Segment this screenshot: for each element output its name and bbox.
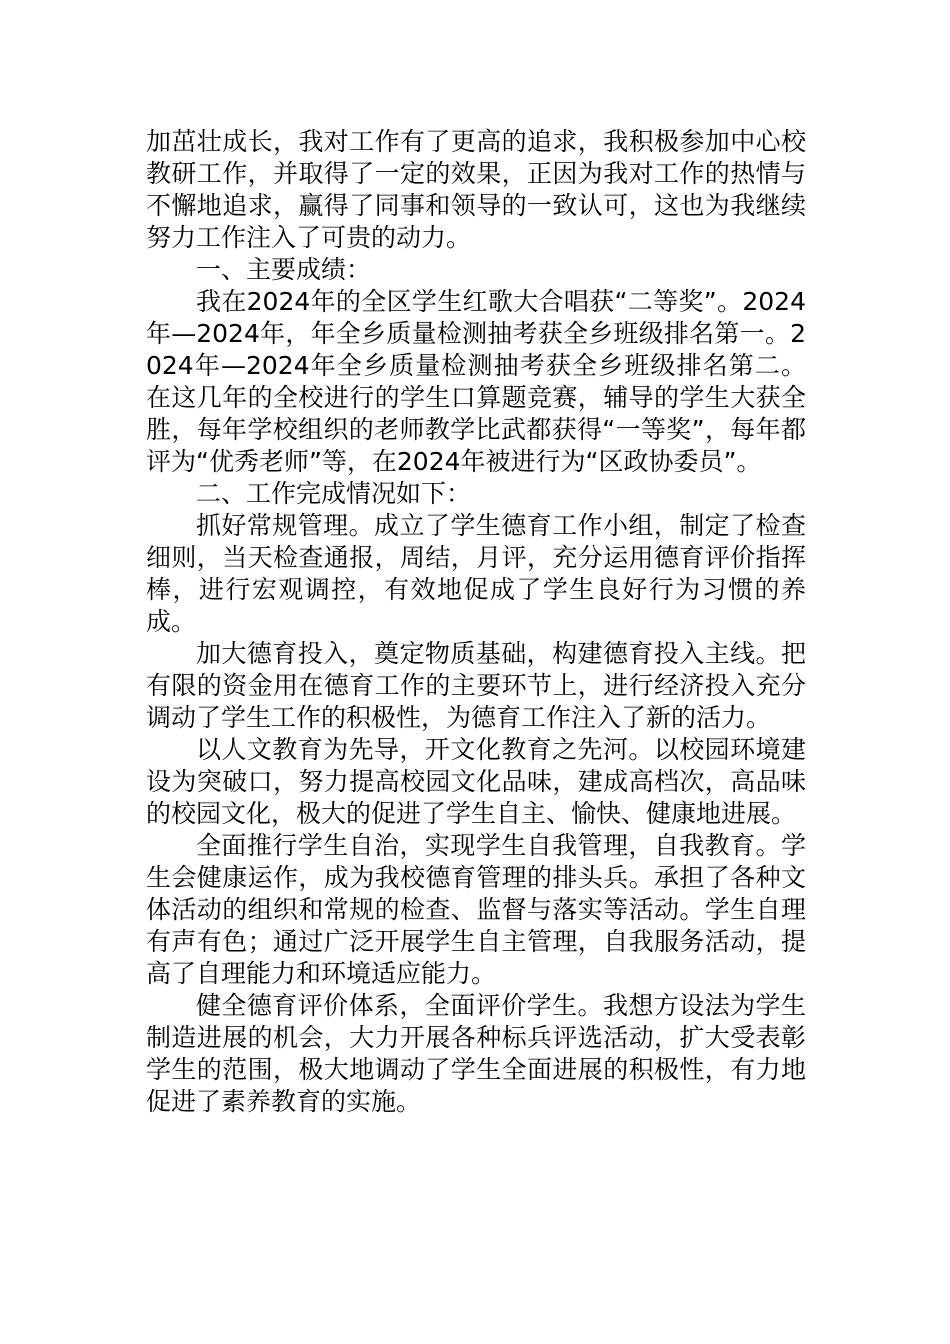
paragraph-achievements: 我在2024年的全区学生红歌大合唱获“二等奖”。2024年—2024年，年全乡质量检测抽考获全乡班级排名第一。2024年—2024年全乡质量检测抽考获全乡班级排名第二。在这几年的全校进行的学生口算题竞赛，辅导的学生大获全胜，每年学校组织的老师教学比武都获得“一等奖”，每年都评为“优秀老师”等，在2024年被进行为“区政协委员”。 <box>146 287 806 476</box>
paragraph-student-self-governance: 全面推行学生自治，实现学生自我管理，自我教育。学生会健康运作，成为我校德育管理的排头兵。承担了各种文体活动的组织和常规的检查、监督与落实等活动。学生自理有声有色；通过广泛开展学生自主管理，自我服务活动，提高了自理能力和环境适应能力。 <box>146 831 806 988</box>
paragraph-evaluation-system: 健全德育评价体系，全面评价学生。我想方设法为学生制造进展的机会，大力开展各种标兵评选活动，扩大受表彰学生的范围，极大地调动了学生全面进展的积极性，有力地促进了素养教育的实施。 <box>146 991 806 1116</box>
heading-main-achievements: 一、主要成绩： <box>196 255 372 284</box>
heading-work-completion: 二、工作完成情况如下： <box>196 479 472 508</box>
document-body <box>146 126 806 1118</box>
paragraph-humanities-education: 以人文教育为先导，开文化教育之先河。以校园环境建设为突破口，努力提高校园文化品味，建成高档次，高品味的校园文化，极大的促进了学生自主、愉快、健康地进展。 <box>146 735 806 828</box>
paragraph-routine-management: 抓好常规管理。成立了学生德育工作小组，制定了检查细则，当天检查通报，周结，月评，充分运用德育评价指挥棒，进行宏观调控，有效地促成了学生良好行为习惯的养成。 <box>146 511 806 636</box>
paragraph-intro-continuation: 加茁壮成长，我对工作有了更高的追求，我积极参加中心校教研工作，并取得了一定的效果，正因为我对工作的热情与不懈地追求，赢得了同事和领导的一致认可，这也为我继续努力工作注入了可贵的动力。 <box>146 127 806 252</box>
paragraph-moral-investment: 加大德育投入，奠定物质基础，构建德育投入主线。把有限的资金用在德育工作的主要环节上，进行经济投入充分调动了学生工作的积极性，为德育工作注入了新的活力。 <box>146 639 806 732</box>
